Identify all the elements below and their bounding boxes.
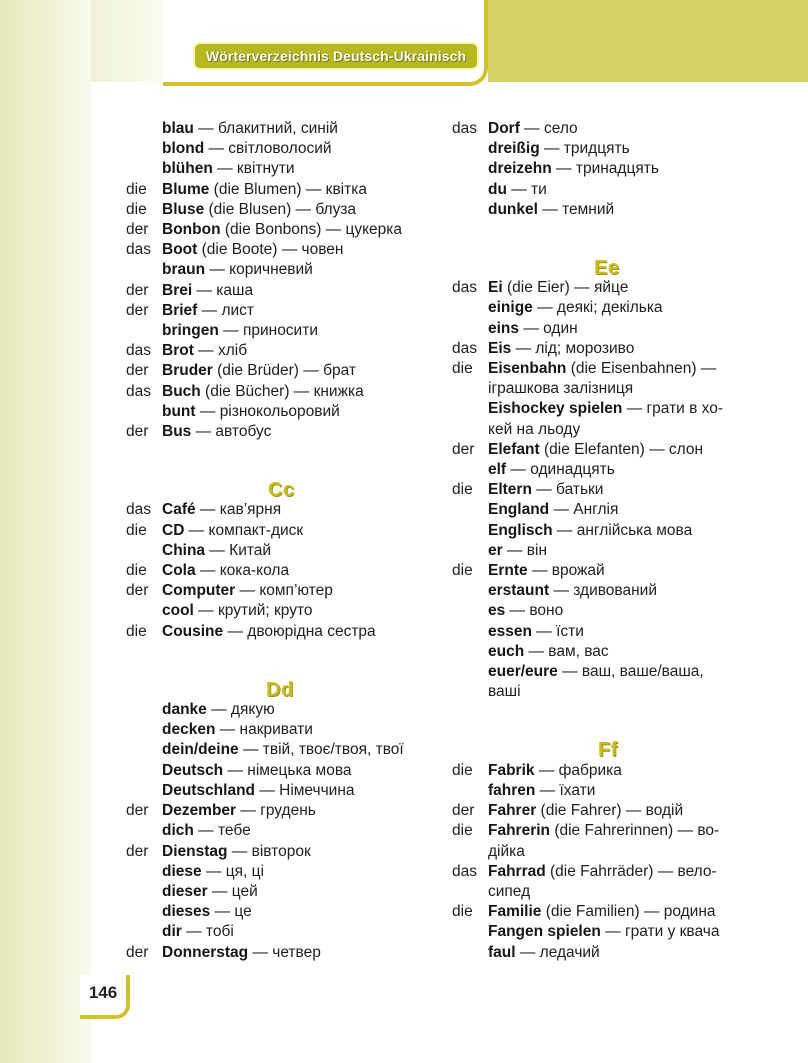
entry-word: diese xyxy=(162,862,202,880)
dictionary-entry xyxy=(126,601,441,621)
dictionary-entry xyxy=(126,581,441,601)
dictionary-column-right xyxy=(452,119,762,963)
dictionary-entry xyxy=(452,480,762,500)
letter-heading-e: Ee xyxy=(594,257,620,280)
page-margin-band xyxy=(0,0,91,1063)
entry-word: euch xyxy=(488,642,525,660)
entry-article: der xyxy=(126,842,149,860)
dictionary-entry xyxy=(452,902,762,922)
dictionary-entry xyxy=(126,622,441,642)
entry-word: Elefant xyxy=(488,440,540,458)
entry-word: Boot xyxy=(162,241,198,259)
entry-article: der xyxy=(126,301,149,319)
entry-translation: — ти xyxy=(506,180,547,198)
entry-translation: — крутий; круто xyxy=(193,602,313,620)
entry-translation: (die Bonbons) — цукерка xyxy=(220,221,403,239)
entry-article: das xyxy=(452,339,477,357)
entry-translation: — їхати xyxy=(535,781,596,799)
dictionary-entry xyxy=(126,159,441,179)
dictionary-entry xyxy=(452,662,762,682)
page-top-band xyxy=(488,0,808,82)
entry-translation: (die Blumen) — квітка xyxy=(209,180,367,198)
entry-article: der xyxy=(126,281,149,299)
entry-translation: — Англія xyxy=(549,501,619,519)
entry-translation: — тридцять xyxy=(539,140,630,158)
entry-word: Brief xyxy=(162,301,198,319)
dictionary-entry xyxy=(126,761,441,781)
entry-translation-continued: ваші xyxy=(488,683,521,701)
dictionary-entry xyxy=(126,321,441,341)
entry-translation: — ледачий xyxy=(515,943,600,961)
entry-translation: (die Eisenbahnen) — xyxy=(566,360,717,378)
entry-article: der xyxy=(126,943,149,961)
letter-section-f xyxy=(452,761,762,963)
dictionary-entry xyxy=(452,180,762,200)
entry-translation: (die Boote) — човен xyxy=(197,241,344,259)
entry-word: dir xyxy=(162,923,182,941)
entry-word: dich xyxy=(162,822,194,840)
entry-word: Dorf xyxy=(488,120,520,137)
entry-translation: — німецька мова xyxy=(223,761,352,779)
entry-word: Fabrik xyxy=(488,761,535,779)
entry-translation: — квітнути xyxy=(212,160,295,178)
entry-word: China xyxy=(162,541,206,559)
dictionary-entry xyxy=(126,281,441,301)
entry-translation: (die Fahrer) — водій xyxy=(536,802,684,820)
entry-translation: — деякі; декілька xyxy=(532,299,663,317)
dictionary-entry xyxy=(452,862,762,882)
letter-heading-d: Dd xyxy=(266,678,294,701)
entry-word: braun xyxy=(162,261,206,279)
entry-article: der xyxy=(126,582,149,600)
entry-translation-continued: кей на льоду xyxy=(488,420,581,438)
dictionary-entry xyxy=(126,180,441,200)
letter-heading-c: Cc xyxy=(268,479,295,502)
dictionary-entry xyxy=(452,339,762,359)
entry-word: Dezember xyxy=(162,802,237,820)
dictionary-entry xyxy=(452,781,762,801)
entry-word: dieses xyxy=(162,903,211,921)
entry-article: die xyxy=(452,822,473,840)
entry-translation: — грати у квача xyxy=(600,923,720,941)
entry-translation: — грудень xyxy=(236,802,316,820)
entry-article: das xyxy=(126,342,151,360)
dictionary-entry xyxy=(126,720,441,740)
entry-translation: (die Brüder) — брат xyxy=(212,362,356,380)
dictionary-entry xyxy=(126,240,441,260)
entry-word: du xyxy=(488,180,507,198)
entry-translation-continued: іграшкова залізниця xyxy=(488,380,634,398)
entry-translation: — здивований xyxy=(549,582,657,600)
dictionary-entry xyxy=(126,740,441,760)
entry-word: Englisch xyxy=(488,521,553,539)
entry-article: der xyxy=(126,802,149,820)
entry-word: Café xyxy=(162,501,196,519)
entry-word: eins xyxy=(488,319,520,337)
entry-word: dein/deine xyxy=(162,741,239,759)
letter-section-c xyxy=(126,500,441,641)
dictionary-entry xyxy=(126,200,441,220)
entry-article: die xyxy=(126,200,147,218)
page-top-left-band xyxy=(91,0,163,82)
entry-word: Eltern xyxy=(488,481,532,499)
entry-translation: — дякую xyxy=(206,701,275,719)
entry-translation: — блакитний, синій xyxy=(193,120,338,137)
entry-word: faul xyxy=(488,943,516,961)
dictionary-entry xyxy=(452,298,762,318)
dictionary-entry xyxy=(452,159,762,179)
entry-word: bringen xyxy=(162,322,219,340)
entry-word: Bluse xyxy=(162,200,205,218)
entry-article: die xyxy=(126,521,147,539)
entry-word: Dienstag xyxy=(162,842,228,860)
entry-translation: — лід; морозиво xyxy=(511,339,635,357)
letter-section-e xyxy=(452,278,762,702)
entry-article: die xyxy=(126,180,147,198)
entry-translation-continued: сипед xyxy=(488,882,531,900)
entry-word: Blume xyxy=(162,180,210,198)
entry-word: Buch xyxy=(162,382,201,400)
entry-word: Donnerstag xyxy=(162,943,249,961)
entry-word: cool xyxy=(162,602,194,620)
dictionary-entry xyxy=(452,601,762,621)
entry-article: der xyxy=(126,362,149,380)
entry-translation-continued: дійка xyxy=(488,842,525,860)
entry-translation: — тобі xyxy=(181,923,234,941)
dictionary-entry xyxy=(126,301,441,321)
dictionary-entry xyxy=(126,882,441,902)
entry-article: die xyxy=(126,622,147,640)
page-number: 146 xyxy=(80,975,130,1019)
entry-translation: — врожай xyxy=(527,562,605,580)
entry-article: die xyxy=(452,360,473,378)
entry-word: er xyxy=(488,541,503,559)
entry-word: Eisenbahn xyxy=(488,360,567,378)
dictionary-entry xyxy=(452,278,762,298)
letter-section-b xyxy=(126,119,441,442)
entry-word: Fangen spielen xyxy=(488,923,601,941)
entry-word: Deutsch xyxy=(162,761,224,779)
entry-translation: — одинадцять xyxy=(506,461,615,479)
dictionary-entry xyxy=(126,561,441,581)
dictionary-entry xyxy=(126,521,441,541)
entry-word: bunt xyxy=(162,402,196,420)
dictionary-entry xyxy=(452,319,762,339)
dictionary-entry xyxy=(452,561,762,581)
entry-translation: — ваш, ваше/ваша, xyxy=(557,663,704,681)
letter-section-d-cont xyxy=(452,119,762,220)
entry-word: es xyxy=(488,602,506,620)
entry-article: das xyxy=(452,862,477,880)
entry-word: elf xyxy=(488,461,507,479)
entry-word: Computer xyxy=(162,582,236,600)
dictionary-entry xyxy=(452,200,762,220)
entry-word: Brot xyxy=(162,342,194,360)
entry-word: dieser xyxy=(162,882,208,900)
entry-translation: — темний xyxy=(537,200,615,218)
entry-translation: — це xyxy=(210,903,252,921)
dictionary-entry xyxy=(452,399,762,419)
dictionary-entry xyxy=(126,842,441,862)
entry-word: England xyxy=(488,501,550,519)
entry-translation: — ця, ці xyxy=(201,862,264,880)
entry-article: die xyxy=(126,562,147,580)
dictionary-entry xyxy=(452,922,762,942)
dictionary-entry xyxy=(126,220,441,240)
dictionary-entry xyxy=(126,422,441,442)
section-title: Wörterverzeichnis Deutsch-Ukrainisch xyxy=(193,42,479,70)
entry-word: blühen xyxy=(162,160,213,178)
dictionary-entry xyxy=(126,700,441,720)
entry-translation: — воно xyxy=(505,602,564,620)
dictionary-entry xyxy=(126,902,441,922)
entry-translation: — твій, твоє/твоя, твої xyxy=(238,741,404,759)
dictionary-entry xyxy=(126,821,441,841)
entry-word: fahren xyxy=(488,781,536,799)
dictionary-entry xyxy=(452,622,762,642)
dictionary-entry xyxy=(126,119,441,139)
entry-translation: — тринадцять xyxy=(551,160,659,178)
entry-translation: — комп’ютер xyxy=(235,582,333,600)
entry-translation: — світловолосий xyxy=(204,140,332,158)
entry-translation: — автобус xyxy=(191,423,272,441)
dictionary-entry xyxy=(452,581,762,601)
dictionary-entry xyxy=(126,361,441,381)
dictionary-entry xyxy=(126,402,441,422)
entry-word: essen xyxy=(488,622,532,640)
entry-translation: (die Elefanten) — слон xyxy=(539,440,704,458)
entry-word: erstaunt xyxy=(488,582,550,600)
entry-article: der xyxy=(126,221,149,239)
dictionary-entry xyxy=(452,119,762,139)
entry-word: einige xyxy=(488,299,533,317)
dictionary-entry xyxy=(126,382,441,402)
dictionary-entry xyxy=(452,359,762,379)
entry-word: decken xyxy=(162,721,216,739)
entry-translation: — каша xyxy=(192,281,254,299)
entry-article: der xyxy=(452,802,475,820)
dictionary-entry xyxy=(452,460,762,480)
dictionary-entry xyxy=(452,139,762,159)
dictionary-entry xyxy=(126,781,441,801)
entry-word: CD xyxy=(162,521,185,539)
entry-translation: (die Fahrräder) — вело- xyxy=(545,862,717,880)
entry-article: die xyxy=(452,903,473,921)
entry-translation: — фабрика xyxy=(534,761,622,779)
entry-translation: — компакт-диск xyxy=(184,521,304,539)
entry-translation: — хліб xyxy=(193,342,248,360)
dictionary-entry xyxy=(126,541,441,561)
entry-word: dunkel xyxy=(488,200,538,218)
entry-translation: — Німеччина xyxy=(255,781,355,799)
entry-translation: — один xyxy=(519,319,578,337)
entry-word: Bus xyxy=(162,423,192,441)
dictionary-column-left xyxy=(126,119,441,963)
entry-translation: (die Blusen) — блуза xyxy=(204,200,357,218)
entry-article: das xyxy=(452,279,477,297)
entry-word: blond xyxy=(162,140,205,158)
dictionary-entry xyxy=(126,801,441,821)
entry-translation: — четвер xyxy=(248,943,321,961)
entry-word: blau xyxy=(162,120,194,137)
dictionary-entry xyxy=(452,521,762,541)
entry-article: die xyxy=(452,562,473,580)
entry-translation: — тебе xyxy=(193,822,251,840)
entry-article: der xyxy=(452,440,475,458)
dictionary-entry xyxy=(452,642,762,662)
dictionary-entry xyxy=(452,761,762,781)
dictionary-entry xyxy=(126,139,441,159)
entry-word: euer/eure xyxy=(488,663,558,681)
entry-word: Eishockey spielen xyxy=(488,400,623,418)
entry-article: die xyxy=(452,481,473,499)
dictionary-entry xyxy=(452,943,762,963)
entry-article: das xyxy=(126,501,151,519)
dictionary-entry xyxy=(126,862,441,882)
entry-word: Fahrerin xyxy=(488,822,551,840)
entry-translation: — кока-кола xyxy=(195,562,290,580)
entry-translation: — різнокольоровий xyxy=(195,402,340,420)
entry-translation: — їсти xyxy=(531,622,584,640)
entry-word: Fahrrad xyxy=(488,862,546,880)
entry-word: Bonbon xyxy=(162,221,221,239)
entry-word: Brei xyxy=(162,281,193,299)
entry-translation: — вівторок xyxy=(227,842,311,860)
entry-translation: — англійська мова xyxy=(552,521,693,539)
letter-section-d xyxy=(126,700,441,963)
entry-word: dreißig xyxy=(488,140,540,158)
dictionary-entry xyxy=(126,943,441,963)
entry-word: Fahrer xyxy=(488,802,537,820)
entry-article: die xyxy=(452,761,473,779)
entry-translation: — батьки xyxy=(531,481,604,499)
entry-article: das xyxy=(126,382,151,400)
dictionary-entry xyxy=(452,821,762,841)
entry-translation: — двоюрідна сестра xyxy=(223,622,376,640)
entry-translation: (die Familien) — родина xyxy=(541,903,716,921)
entry-word: dreizehn xyxy=(488,160,552,178)
dictionary-entry xyxy=(126,922,441,942)
entry-word: Ei xyxy=(488,279,503,297)
entry-article: der xyxy=(126,423,149,441)
entry-translation: — Китай xyxy=(205,541,272,559)
entry-word: danke xyxy=(162,701,207,719)
entry-word: Cola xyxy=(162,562,196,580)
letter-heading-f: Ff xyxy=(598,739,618,762)
entry-translation: — лист xyxy=(197,301,254,319)
dictionary-entry xyxy=(452,500,762,520)
dictionary-entry xyxy=(452,541,762,561)
entry-word: Familie xyxy=(488,903,542,921)
entry-translation: — коричневий xyxy=(205,261,313,279)
entry-word: Cousine xyxy=(162,622,224,640)
entry-translation: (die Eier) — яйце xyxy=(502,279,629,297)
entry-translation: (die Bücher) — книжка xyxy=(200,382,364,400)
entry-word: Deutschland xyxy=(162,781,256,799)
entry-translation: — кав’ярня xyxy=(195,501,282,519)
entry-translation: — село xyxy=(519,120,578,137)
entry-translation: (die Fahrerinnen) — во- xyxy=(550,822,720,840)
dictionary-entry xyxy=(452,440,762,460)
dictionary-entry xyxy=(126,341,441,361)
entry-translation: — грати в хо- xyxy=(622,400,724,418)
entry-word: Eis xyxy=(488,339,512,357)
entry-translation: — приносити xyxy=(218,322,318,340)
dictionary-entry xyxy=(126,500,441,520)
dictionary-entry xyxy=(126,260,441,280)
entry-translation: — він xyxy=(502,541,548,559)
entry-word: Ernte xyxy=(488,562,528,580)
entry-translation: — цей xyxy=(207,882,258,900)
entry-translation: — вам, вас xyxy=(524,642,609,660)
entry-word: Bruder xyxy=(162,362,213,380)
entry-translation: — накривати xyxy=(215,721,313,739)
entry-article: das xyxy=(126,241,151,259)
entry-article: das xyxy=(452,120,477,137)
dictionary-entry xyxy=(452,801,762,821)
